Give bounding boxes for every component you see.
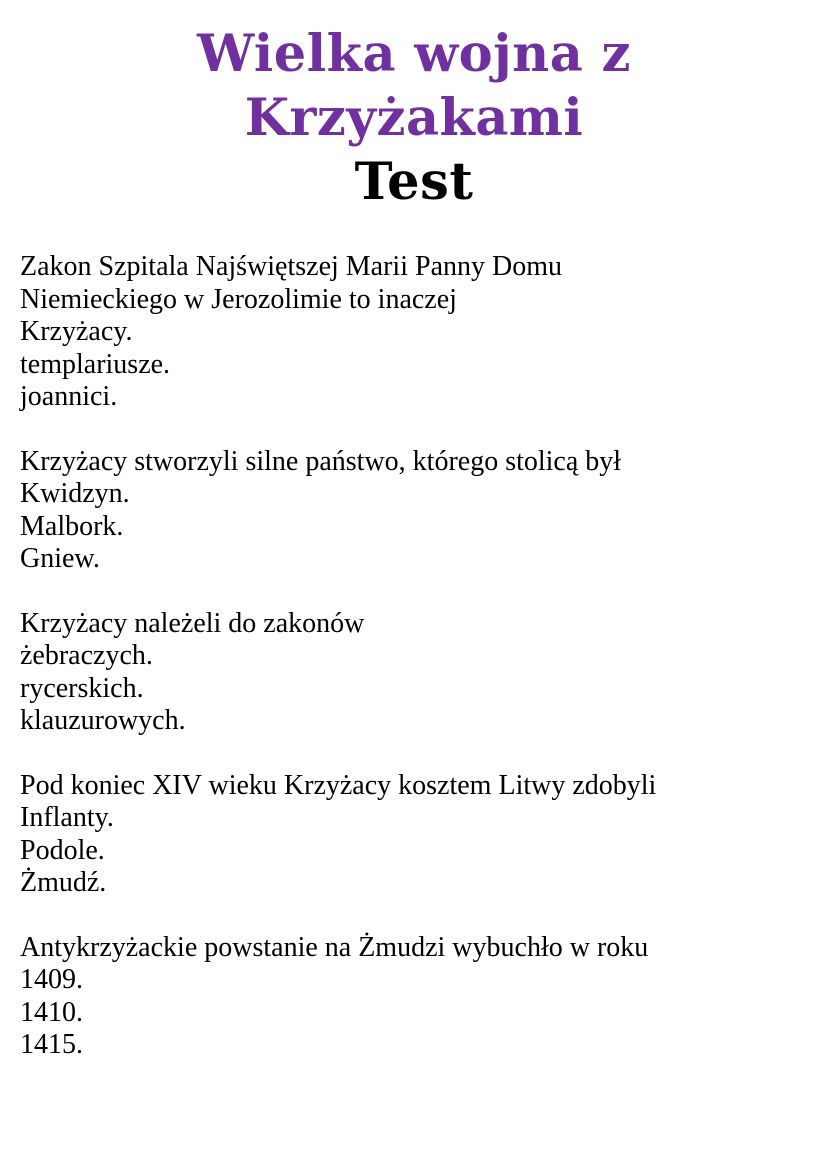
question-text: Krzyżacy stworzyli silne państwo, którego stolicą był <box>20 445 622 477</box>
question-1 <box>20 251 820 414</box>
title-block <box>0 22 828 214</box>
answer-option: Krzyżacy. <box>20 316 133 347</box>
question-text: Krzyżacy należeli do zakonów <box>20 607 365 639</box>
question-2 <box>20 446 820 576</box>
answer-option: 1415. <box>20 1029 83 1060</box>
question-text: Niemieckiego w Jerozolimie to inaczej <box>20 283 457 315</box>
questions-list <box>20 251 820 1094</box>
question-text: Antykrzyżackie powstanie na Żmudzi wybuchło w roku <box>20 931 649 963</box>
question-text: Zakon Szpitala Najświętszej Marii Panny Domu <box>20 251 562 282</box>
answer-option: żebraczych. <box>20 640 153 671</box>
answer-option: rycerskich. <box>20 672 144 704</box>
answer-option: Podole. <box>20 834 105 866</box>
title-line-1: Wielka wojna z <box>197 24 631 84</box>
answer-option: klauzurowych. <box>20 705 186 736</box>
title-line-2: Krzyżakami <box>244 88 584 148</box>
answer-option: joannici. <box>20 381 118 412</box>
subtitle-test: Test <box>354 152 474 212</box>
answer-option: Inflanty. <box>20 802 114 833</box>
question-text: Pod koniec XIV wieku Krzyżacy kosztem Litwy zdobyli <box>20 769 657 801</box>
answer-option: Gniew. <box>20 543 100 574</box>
answer-option: Kwidzyn. <box>20 478 130 509</box>
question-3 <box>20 608 820 738</box>
answer-option: Malbork. <box>20 510 124 542</box>
question-5 <box>20 932 820 1062</box>
answer-option: 1410. <box>20 996 83 1028</box>
answer-option: templariusze. <box>20 348 171 380</box>
question-4 <box>20 770 820 900</box>
answer-option: 1409. <box>20 964 83 995</box>
answer-option: Żmudź. <box>20 867 107 898</box>
